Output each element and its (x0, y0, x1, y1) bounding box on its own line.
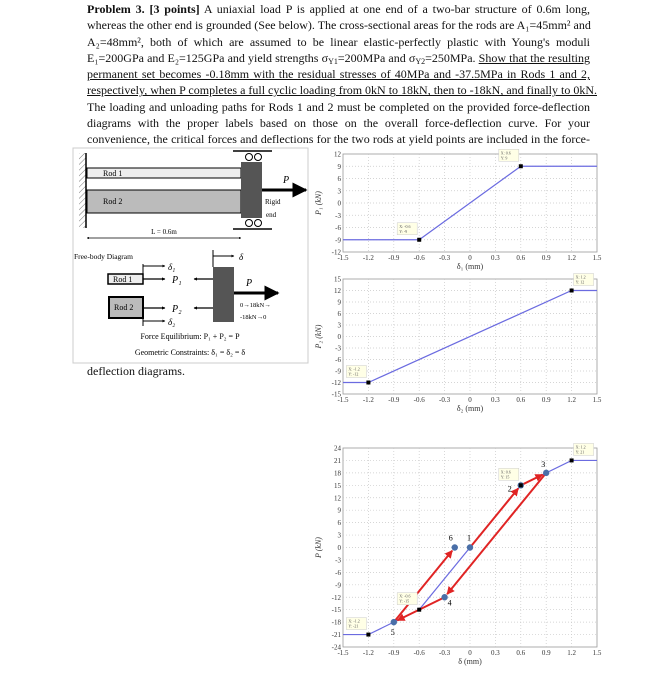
fbd-title: Free-body Diagram (74, 252, 133, 261)
datatip-marker (366, 633, 370, 637)
y-tick-label: 15 (334, 275, 341, 284)
datatip-marker (417, 238, 421, 242)
datatip-marker (519, 164, 523, 168)
delta1-label: δ₁ (168, 262, 176, 272)
fbd-rod-2-label: Rod 2 (114, 303, 134, 312)
y-tick-label: 0 (337, 544, 341, 552)
rod-2-label: Rod 2 (103, 197, 123, 206)
y-tick-label: -24 (331, 643, 341, 652)
y-tick-label: -21 (331, 631, 341, 640)
y-tick-label: 24 (334, 444, 341, 453)
x-tick-label: 0 (468, 649, 472, 657)
x-tick-label: 1.5 (592, 254, 602, 262)
datatip-text: Y: 15 (500, 474, 510, 480)
y-tick-label: -3 (335, 211, 341, 220)
y-tick-label: -9 (335, 236, 341, 245)
rod-1-label: Rod 1 (103, 169, 123, 178)
cycle-point (467, 544, 473, 550)
x-tick-label: 0 (468, 396, 472, 404)
x-tick-label: 1.2 (567, 396, 576, 404)
fbd-rod-1-label: Rod 1 (113, 275, 133, 284)
x-tick-label: -0.6 (413, 254, 425, 262)
datatip-marker (570, 458, 574, 462)
problem-line: The loading and unloading paths for Rods 1 and 2 must be completed on the provided force-deflection (87, 99, 590, 114)
y-tick-label: 12 (334, 287, 341, 295)
x-tick-label: -0.9 (388, 254, 400, 262)
x-tick-label: 0.9 (541, 254, 551, 262)
datatip-marker (366, 381, 370, 385)
datatip-text: X: -0.6 (399, 593, 411, 599)
y-tick-label: -6 (335, 224, 341, 232)
cycle-point-label: 4 (447, 598, 452, 608)
datatip-text: X: -1.2 (348, 618, 360, 624)
y-tick-label: -3 (335, 344, 341, 353)
y-tick-label: -12 (331, 593, 341, 602)
y-tick-label: 3 (337, 321, 341, 330)
datatip-text: X: 1.2 (575, 444, 586, 450)
fbd-load-label: P (246, 278, 253, 289)
x-tick-label: -0.3 (439, 649, 451, 657)
datatip-text: Y: -12 (348, 371, 359, 377)
datatip-marker (417, 608, 421, 612)
y-tick-label: 15 (334, 481, 341, 490)
delta2-label: δ₂ (168, 317, 176, 327)
x-tick-label: -0.9 (388, 649, 400, 657)
problem-line: deflection diagrams. (87, 364, 185, 378)
y-tick-label: 9 (337, 298, 341, 307)
x-axis-label: δ₂ (mm) (456, 404, 484, 413)
y-tick-label: 3 (337, 531, 341, 540)
y-axis-label: P₁ (kN) (314, 191, 323, 215)
x-tick-label: -1.5 (337, 396, 349, 404)
problem-line-underlined: permanent set becomes -0.18mm with the residual stresses of 40MPa and -37.5MPa in Rods 1 and 2, (87, 67, 590, 82)
cycle-point (452, 544, 458, 550)
y-tick-label: 9 (337, 162, 341, 171)
y-tick-label: -3 (335, 556, 341, 565)
x-tick-label: -0.9 (388, 396, 400, 404)
x-tick-label: 0.3 (491, 649, 500, 657)
y-tick-label: 6 (337, 310, 341, 318)
load-sequence: 0→18kN→ (240, 302, 271, 309)
y-tick-label: 9 (337, 506, 341, 515)
p1-label: P₁ (172, 275, 182, 286)
subscript: Y1 (328, 56, 338, 66)
y-tick-label: -15 (331, 606, 341, 615)
cycle-point-label: 3 (541, 459, 546, 469)
datatip-text: Y: 21 (575, 449, 585, 455)
rigid-label: Rigid (265, 198, 281, 206)
datatip-text: X: -0.6 (399, 223, 411, 229)
x-axis-label: δ (mm) (458, 657, 482, 666)
underlined-text: Show that the resulting (478, 50, 591, 65)
y-tick-label: 12 (334, 494, 341, 503)
x-tick-label: 0.6 (516, 396, 526, 404)
problem-line: whereas the other end is grounded (See below). The cross-sectional areas for the rods are A₁=45mm² and (87, 18, 591, 33)
x-tick-label: 0.3 (491, 396, 500, 404)
x-tick-label: -0.6 (413, 649, 425, 657)
y-tick-label: 12 (334, 150, 341, 159)
datatip-text: Y: 9 (500, 155, 508, 161)
problem-line: A₂=48mm², both of which are assumed to be linear elastic-perfectly plastic with Young's moduli (87, 34, 590, 49)
x-tick-label: 1.2 (567, 254, 576, 262)
x-tick-label: 1.2 (567, 649, 576, 657)
datatip-text: X: 0.6 (500, 150, 511, 156)
x-tick-label: 0.3 (491, 254, 500, 262)
length-label: L = 0.6m (151, 228, 177, 236)
p2-label: P₂ (172, 304, 182, 315)
x-tick-label: -1.2 (362, 649, 374, 657)
force-equilibrium: Force Equilibrium: P₁ + P₂ = P (140, 332, 240, 341)
text-span: E₁=200GPa and E₂=125GPa and yield strengths σ (87, 50, 329, 65)
x-tick-label: -0.3 (439, 254, 451, 262)
y-tick-label: 3 (337, 187, 341, 196)
text-span: =250MPa. (425, 50, 479, 65)
x-tick-label: -1.2 (362, 396, 374, 404)
y-tick-label: 18 (334, 469, 341, 478)
x-tick-label: -1.5 (337, 649, 349, 657)
datatip-text: X: 0.6 (500, 469, 511, 475)
x-tick-label: 0 (468, 254, 472, 262)
text-span: =200MPa and σ (337, 50, 416, 65)
datatip-text: X: 1.2 (575, 274, 586, 280)
datatip-text: Y: -15 (399, 598, 410, 604)
datatip-marker (519, 483, 523, 487)
cycle-point (543, 470, 549, 476)
x-axis-label: δ₁ (mm) (456, 262, 484, 271)
problem-heading: Problem 3. [3 points] (87, 2, 200, 16)
y-tick-label: 0 (337, 333, 341, 341)
cycle-point (391, 619, 397, 625)
y-tick-label: -18 (331, 618, 341, 627)
subscript: Y2 (415, 56, 426, 66)
datatip-text: Y: -21 (348, 623, 359, 629)
y-tick-label: -9 (335, 367, 341, 376)
y-tick-label: 6 (337, 519, 341, 528)
delta-label: δ (239, 252, 244, 262)
datatip-marker (570, 289, 574, 293)
problem-line: convenience, the critical forces and deflections for the two rods at yield points are included in the force- (87, 132, 590, 147)
end-label: end (266, 211, 277, 219)
problem-line: diagrams with the proper labels based on those on the overall force-deflection curve. For your (87, 116, 590, 131)
geometric-constraints: Geometric Constraints: δ₁ = δ₂ = δ (134, 348, 246, 357)
y-axis-label: P₂ (kN) (314, 324, 323, 349)
x-tick-label: 0.6 (516, 649, 526, 657)
y-axis-label: P (kN) (314, 537, 323, 558)
x-tick-label: 1.5 (592, 396, 602, 404)
y-tick-label: -12 (331, 379, 341, 387)
load-sequence: -18kN→0 (240, 314, 267, 321)
cycle-point-label: 6 (448, 533, 453, 543)
y-tick-label: -12 (331, 248, 341, 257)
y-tick-label: -9 (335, 581, 341, 590)
x-tick-label: -0.3 (439, 396, 451, 404)
cycle-point-label: 5 (390, 628, 395, 638)
datatip-text: Y: -9 (399, 228, 408, 234)
text-span: A uniaxial load P is applied at one end of a two-bar structure of 0.6m long, (199, 2, 591, 16)
x-tick-label: 1.5 (592, 649, 602, 657)
x-tick-label: 0.6 (516, 254, 526, 262)
x-tick-label: 0.9 (541, 396, 551, 404)
x-tick-label: -0.6 (413, 396, 425, 404)
datatip-text: Y: 12 (575, 279, 585, 285)
y-tick-label: -15 (331, 390, 341, 399)
y-tick-label: 21 (334, 456, 341, 465)
load-label: P (283, 175, 290, 186)
datatip-text: X: -1.2 (348, 366, 360, 372)
y-tick-label: 0 (337, 199, 341, 208)
cycle-point-label: 2 (507, 484, 512, 494)
y-tick-label: -6 (335, 356, 341, 364)
cycle-point-label: 1 (467, 533, 471, 543)
x-tick-label: 0.9 (541, 649, 551, 657)
y-tick-label: -6 (335, 568, 341, 577)
x-tick-label: -1.2 (362, 254, 374, 262)
x-tick-label: -1.5 (337, 254, 349, 262)
problem-line-underlined: respectively, when P completes a full cyclic loading from 0kN to 18kN, then to -18kN, and finally to 0kN. (87, 83, 597, 98)
y-tick-label: 6 (337, 175, 341, 183)
